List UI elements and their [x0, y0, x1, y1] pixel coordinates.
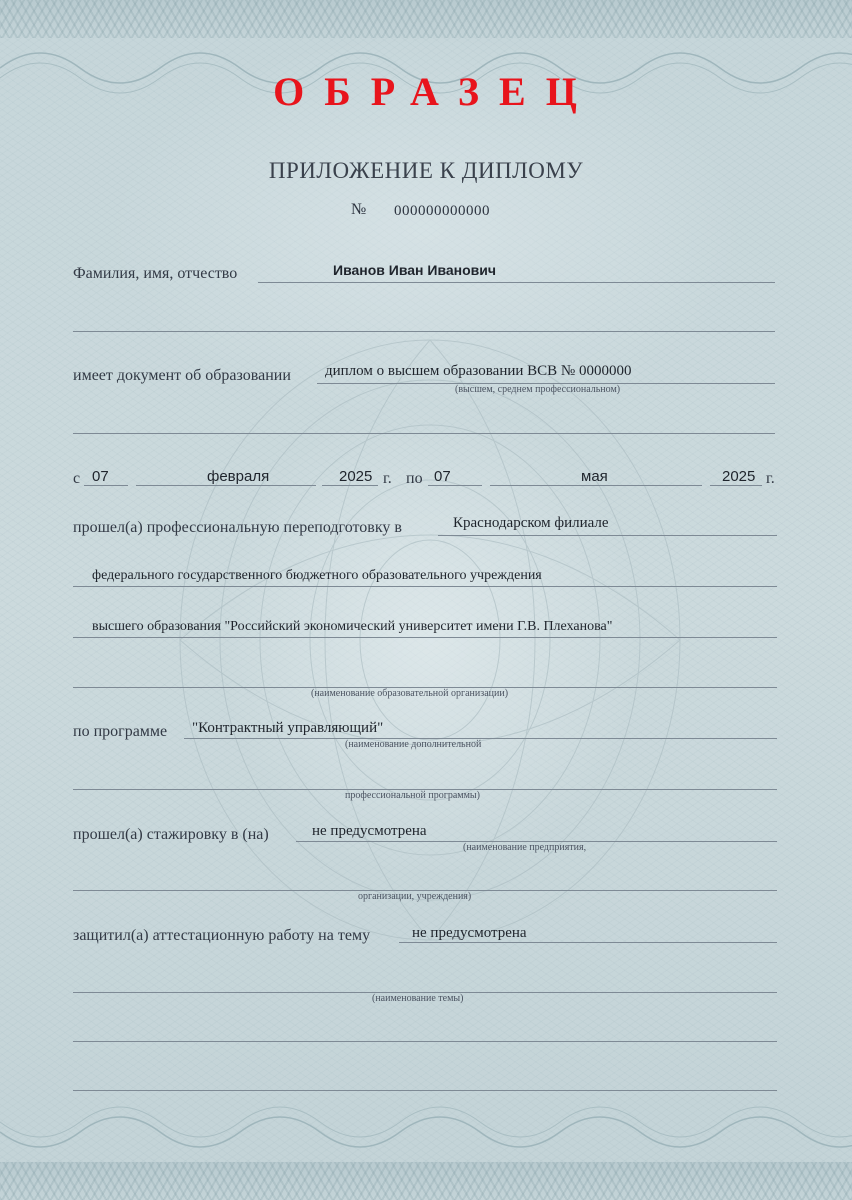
thesis-line-1	[399, 942, 777, 943]
to-month: мая	[581, 468, 608, 485]
thesis-line-4	[73, 1090, 777, 1091]
retraining-line-2	[73, 586, 777, 587]
retraining-line-3	[73, 637, 777, 638]
fio-value: Иванов Иван Иванович	[333, 262, 497, 278]
document-title: ПРИЛОЖЕНИЕ К ДИПЛОМУ	[268, 158, 584, 183]
from-month: февраля	[207, 468, 270, 485]
retraining-label: прошел(а) профессиональную переподготовку в	[73, 519, 402, 536]
thesis-value: не предусмотрена	[412, 925, 527, 941]
bottom-ornament	[0, 1102, 852, 1162]
retraining-line-1	[438, 535, 777, 536]
retraining-org-line-1: Краснодарском филиале	[453, 515, 609, 531]
from-year-line	[322, 485, 378, 486]
to-year-line	[710, 485, 762, 486]
to-day: 07	[434, 468, 451, 485]
retraining-org-line-2: федерального государственного бюджетного образовательного учреждения	[92, 568, 542, 583]
fio-line-2	[73, 331, 775, 332]
top-guilloche-band	[0, 0, 852, 38]
thesis-hint: (наименование темы)	[372, 993, 464, 1004]
sample-stamp: ОБРАЗЕЦ	[273, 69, 597, 114]
from-year: 2025	[339, 468, 373, 485]
to-day-line	[428, 485, 482, 486]
internship-hint-1: (наименование предприятия,	[463, 842, 587, 853]
program-label: по программе	[73, 723, 168, 740]
period-to-prefix: по	[406, 470, 423, 487]
year-suffix-2: г.	[766, 470, 775, 487]
education-doc-line-2	[73, 433, 775, 434]
education-doc-value: диплом о высшем образовании ВСВ № 0000000	[325, 363, 632, 379]
to-month-line	[490, 485, 702, 486]
period-from-prefix: с	[73, 470, 81, 487]
document-number: 000000000000	[394, 203, 490, 219]
program-value: "Контрактный управляющий"	[192, 720, 384, 736]
year-suffix-1: г.	[383, 470, 392, 487]
program-hint-1: (наименование дополнительной	[345, 739, 482, 750]
to-year: 2025	[722, 468, 756, 485]
program-hint-2: профессиональной программы)	[345, 790, 480, 801]
education-doc-label: имеет документ об образовании	[73, 367, 291, 384]
thesis-label: защитил(а) аттестационную работу на тему	[73, 927, 371, 944]
internship-hint-2: организации, учреждения)	[358, 891, 472, 902]
from-day-line	[84, 485, 128, 486]
thesis-line-3	[73, 1041, 777, 1042]
bottom-guilloche-band	[0, 1162, 852, 1200]
internship-value: не предусмотрена	[312, 823, 427, 839]
fio-label: Фамилия, имя, отчество	[73, 265, 238, 282]
internship-label: прошел(а) стажировку в (на)	[73, 826, 269, 843]
retraining-hint: (наименование образовательной организации)	[311, 688, 509, 699]
fio-line	[258, 282, 775, 283]
retraining-org-line-3: высшего образования "Российский экономический университет имени Г.В. Плеханова"	[92, 619, 613, 634]
number-sign: №	[351, 201, 367, 218]
from-day: 07	[92, 468, 109, 485]
education-doc-hint: (высшем, среднем профессиональном)	[455, 384, 621, 395]
from-month-line	[136, 485, 316, 486]
